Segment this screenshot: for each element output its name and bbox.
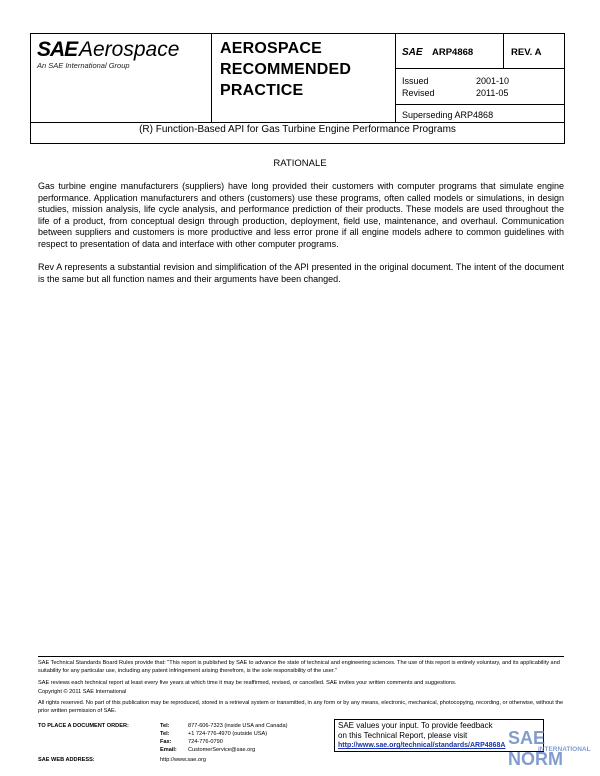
rationale-paragraph-2: Rev A represents a substantial revision and simplification of the API presented in the original document. The intent of the document is the same but all function names and their arguments have been changed. (38, 262, 564, 284)
footer-review: SAE reviews each technical report at least every five years at which time it may be reaffirmed, revised, or cancelled. SAE invites your written comments and suggestions. (38, 680, 457, 686)
logo-subtitle: An SAE International Group (37, 61, 130, 70)
feedback-line-2: on this Technical Report, please visit (338, 731, 468, 740)
revised-date: 2011-05 (476, 88, 509, 98)
rationale-heading: RATIONALE (273, 158, 327, 169)
revision-label: REV. A (511, 47, 542, 58)
email-label: Email: (160, 747, 177, 753)
title-bottom-border (30, 143, 565, 144)
document-number: ARP4868 (432, 47, 474, 58)
document-title: (R) Function-Based API for Gas Turbine Engine Performance Programs (139, 124, 456, 135)
rationale-paragraph-1: Gas turbine engine manufacturers (suppliers) have long provided their customers with computer programs that simulate engine performance. Application manufacturers and others (customers) use these programs, often called models or simulations, in design studies, mission analysis, life cycle analysis, and performance prediction of their products. These models are used throughout the life of a product, from conceptual design through production, deployment, field use, maintenance, and overhaul. Communication between suppliers and customers is more productive and less error prone if all engine models adhere to common guidelines with respect to presentation of data and interface with other computer programs. (38, 181, 564, 249)
tel-value: 877-606-7323 (inside USA and Canada) (188, 723, 288, 729)
header-row-line-2 (395, 104, 565, 105)
header-bottom-border (30, 122, 565, 123)
document-type-line-3: PRACTICE (220, 82, 304, 99)
header-top-border (30, 33, 565, 34)
fax-label: Fax: (160, 739, 172, 745)
footer-rights: All rights reserved. No part of this publication may be reproduced, stored in a retrieval system or transmitted, in any form or by any means, electronic, mechanical, photocopying, recording, or otherwise, without the prior written permission of SAE. (38, 700, 564, 714)
superseding-note: Superseding ARP4868 (402, 110, 494, 120)
web-label: SAE WEB ADDRESS: (38, 757, 95, 763)
document-type-line-1: AEROSPACE (220, 40, 322, 57)
sae-logo: SAE (37, 38, 78, 61)
watermark-subtitle: INTERNATIONAL (538, 746, 591, 753)
document-type (220, 38, 351, 101)
footer-copyright: Copyright © 2011 SAE International (38, 689, 127, 695)
tel2-label: Tel: (160, 731, 170, 737)
tel-label: Tel: (160, 723, 170, 729)
sae-mark: SAE (402, 47, 423, 58)
aerospace-logo-text: Aerospace (79, 38, 180, 61)
header-divider-rev (503, 33, 504, 68)
feedback-link[interactable]: http://www.sae.org/technical/standards/ARP4868A (338, 742, 506, 749)
revised-label: Revised (402, 88, 435, 98)
feedback-line-1: SAE values your input. To provide feedback (338, 721, 493, 730)
tel2-value: +1 724-776-4970 (outside USA) (188, 731, 268, 737)
fax-value: 724-776-0790 (188, 739, 223, 745)
email-value[interactable]: CustomerService@sae.org (188, 747, 256, 753)
order-label: TO PLACE A DOCUMENT ORDER: (38, 723, 129, 729)
footer-rules: SAE Technical Standards Board Rules provide that: "This report is published by SAE to advance the state of technical and engineering sciences. The use of this report is entirely voluntary, and its applicability and suitability for any particular use, including any patent infringement arising therefrom, is the sole responsibility of the user." (38, 660, 560, 674)
issued-label: Issued (402, 76, 429, 86)
header-divider-meta (395, 33, 396, 122)
header-divider-logo (211, 33, 212, 122)
footer-divider (38, 656, 564, 657)
watermark-logo: SAE NORM (508, 728, 563, 769)
header-row-line-1 (395, 68, 565, 69)
document-type-line-2: RECOMMENDED (220, 61, 352, 78)
issued-date: 2001-10 (476, 76, 510, 86)
web-link[interactable]: http://www.sae.org (160, 757, 207, 763)
